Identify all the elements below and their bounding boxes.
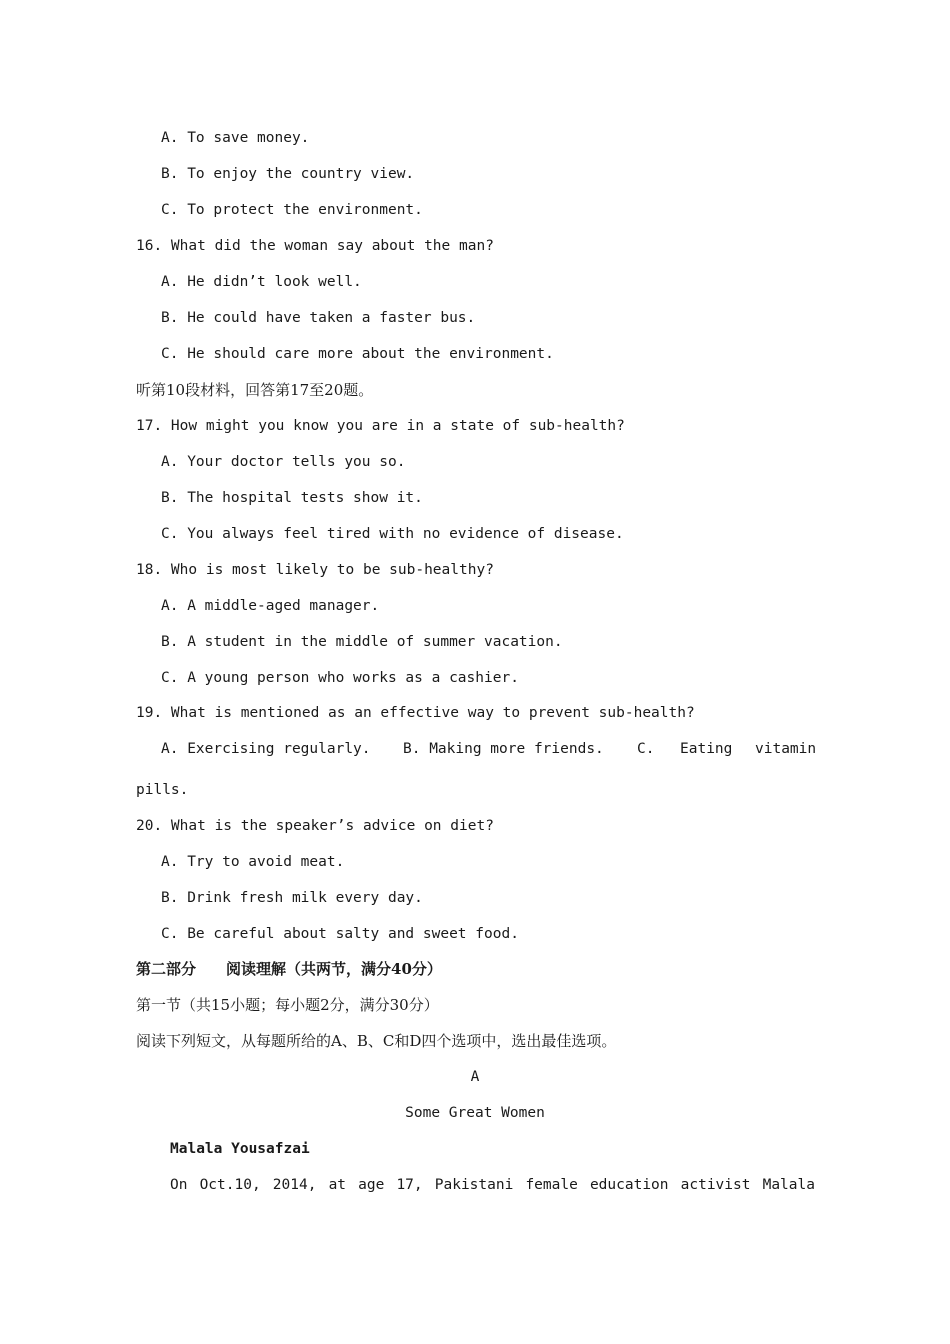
q18-option-b: B. A student in the middle of summer vacation. (161, 634, 563, 650)
q19-option-c-continuation: pills. (136, 782, 189, 798)
q19-option-b: B. Making more friends. (403, 741, 604, 757)
q18-option-a: A. A middle-aged manager. (161, 598, 380, 614)
q15-option-c: C. To protect the environment. (161, 202, 423, 218)
passage-subtitle: Malala Yousafzai (170, 1141, 310, 1157)
q17-option-a: A. Your doctor tells you so. (161, 454, 406, 470)
passage-first-line (170, 1175, 815, 1195)
part2-instruction: 阅读下列短文，从每题所给的A、B、C和D四个选项中，选出最佳选项。 (136, 1032, 617, 1050)
word: activist (680, 1177, 751, 1193)
q17-question: 17. How might you know you are in a state of sub-health? (136, 418, 625, 434)
passage-title: Some Great Women (405, 1105, 545, 1121)
q20-option-b: B. Drink fresh milk every day. (161, 890, 423, 906)
word: Pakistani (434, 1177, 514, 1193)
word: education (589, 1177, 669, 1193)
word: female (525, 1177, 578, 1193)
word: On (170, 1177, 188, 1193)
q15-option-b: B. To enjoy the country view. (161, 166, 415, 182)
word: 17, (396, 1177, 423, 1193)
word: age (358, 1177, 385, 1193)
q16-option-b: B. He could have taken a faster bus. (161, 310, 476, 326)
q19-option-c-word1: Eating (680, 741, 733, 757)
q19-option-c-label: C. (637, 741, 655, 757)
q19-option-a: A. Exercising regularly. (161, 741, 371, 757)
word: Malala (762, 1177, 815, 1193)
q16-option-a: A. He didn’t look well. (161, 274, 362, 290)
q18-option-c: C. A young person who works as a cashier. (161, 670, 519, 686)
q17-option-c: C. You always feel tired with no evidence of disease. (161, 526, 624, 542)
q17-option-b: B. The hospital tests show it. (161, 490, 423, 506)
q20-option-c: C. Be careful about salty and sweet food. (161, 926, 519, 942)
part2-heading: 第二部分 阅读理解（共两节，满分40分） (136, 960, 442, 978)
q20-question: 20. What is the speaker’s advice on diet? (136, 818, 494, 834)
part2-section1: 第一节（共15小题；每小题2分，满分30分） (136, 996, 439, 1014)
passage-label: A (470, 1069, 480, 1085)
q19-option-c-word2: vitamin (755, 741, 817, 757)
q16-option-c: C. He should care more about the environment. (161, 346, 554, 362)
word: 2014, (272, 1177, 317, 1193)
q15-option-a: A. To save money. (161, 130, 310, 146)
q16-question: 16. What did the woman say about the man? (136, 238, 494, 254)
section10-instruction: 听第10段材料，回答第17至20题。 (136, 381, 374, 399)
q19-question: 19. What is mentioned as an effective way to prevent sub-health? (136, 705, 695, 721)
word: at (328, 1177, 347, 1193)
q18-question: 18. Who is most likely to be sub-healthy? (136, 562, 494, 578)
word: Oct.10, (199, 1177, 261, 1193)
q20-option-a: A. Try to avoid meat. (161, 854, 345, 870)
